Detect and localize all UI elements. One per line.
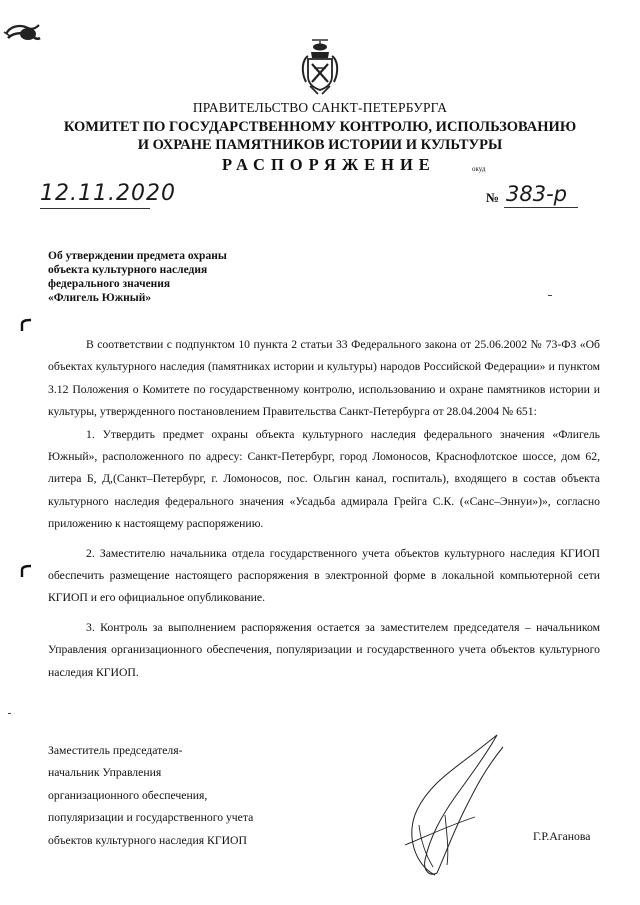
subject-line: Об утверждении предмета охраны <box>48 250 227 262</box>
scan-artifact <box>548 295 552 296</box>
number-sign: № <box>486 190 500 205</box>
signer-title-line: популяризации и государственного учета <box>48 811 254 825</box>
corner-bracket-icon <box>20 564 32 578</box>
item-3-paragraph: 3. Контроль за выполнением распоряжения остается за заместителем председателя – начальником Управления организационного обеспечения, популяризации и государственного учета объектов культурного наследия КГИОП. <box>48 620 600 679</box>
government-title: ПРАВИТЕЛЬСТВО САНКТ-ПЕТЕРБУРГА <box>192 100 448 115</box>
committee-title-line-1: КОМИТЕТ ПО ГОСУДАРСТВЕННОМУ КОНТРОЛЮ, ИСПОЛЬЗОВАНИЮ <box>63 119 577 135</box>
committee-title-line-2: И ОХРАНЕ ПАМЯТНИКОВ ИСТОРИИ И КУЛЬТУРЫ <box>137 137 503 153</box>
signer-title-line: объектов культурного наследия КГИОП <box>48 833 247 847</box>
signer-title-line: начальник Управления <box>48 766 162 780</box>
committee-title <box>0 118 640 154</box>
signer-name: Г.Р.Аганова <box>533 830 591 843</box>
number-underline <box>504 207 578 208</box>
handwritten-signature <box>375 725 515 885</box>
document-date: 12.11.2020 <box>40 181 176 206</box>
subject-line: федерального значения <box>48 278 171 290</box>
scan-artifact <box>8 713 11 714</box>
document-subject <box>48 249 227 305</box>
okud-label: окуд <box>472 165 486 173</box>
document-number: 383-р <box>506 182 567 206</box>
spb-coat-of-arms-icon <box>298 38 342 96</box>
document-type-title: РАСПОРЯЖЕНИЕ <box>222 155 436 174</box>
document-body <box>48 334 600 684</box>
item-1-paragraph: 1. Утвердить предмет охраны объекта культурного наследия федерального значения «Флигель Южный», расположенного по адресу: Санкт-Петербург, город Ломоносов, Краснофлотское шоссе, дом 62, литера Б, Д,(Санкт–Петербург, г. Ломоносов, пос. Ольгин канал, госпиталь), входящего в состав объекта культурного наследия федерального значения «Усадьба адмирала Грейга С.К. («Санс–Эннуи»)», согласно приложению к настоящему распоряжению. <box>48 427 600 531</box>
corner-bracket-icon <box>20 318 32 332</box>
signer-title <box>48 740 253 852</box>
signer-title-line: Заместитель председателя- <box>48 744 183 757</box>
date-underline <box>40 208 150 209</box>
corner-stamp-mark <box>2 20 42 46</box>
subject-line: «Флигель Южный» <box>48 292 152 304</box>
preamble-paragraph: В соответствии с подпунктом 10 пункта 2 статьи 33 Федерального закона от 25.06.2002 № 73-ФЗ «Об объектах культурного наследия (памятниках истории и культуры) народов Российской Федерации» и пунктом 3.12 Положения о Комитете по государственному контролю, использованию и охране памятников истории и культуры, утвержденного постановлением Правительства Санкт-Петербурга от 28.04.2004 № 651: <box>48 338 600 419</box>
item-2-paragraph: 2. Заместителю начальника отдела государственного учета объектов культурного наследия КГИОП обеспечить размещение настоящего распоряжения в электронной форме в локальной компьютерной сети КГИОП и его официальное опубликование. <box>48 546 600 605</box>
subject-line: объекта культурного наследия <box>48 264 208 276</box>
signer-title-line: организационного обеспечения, <box>48 788 208 802</box>
